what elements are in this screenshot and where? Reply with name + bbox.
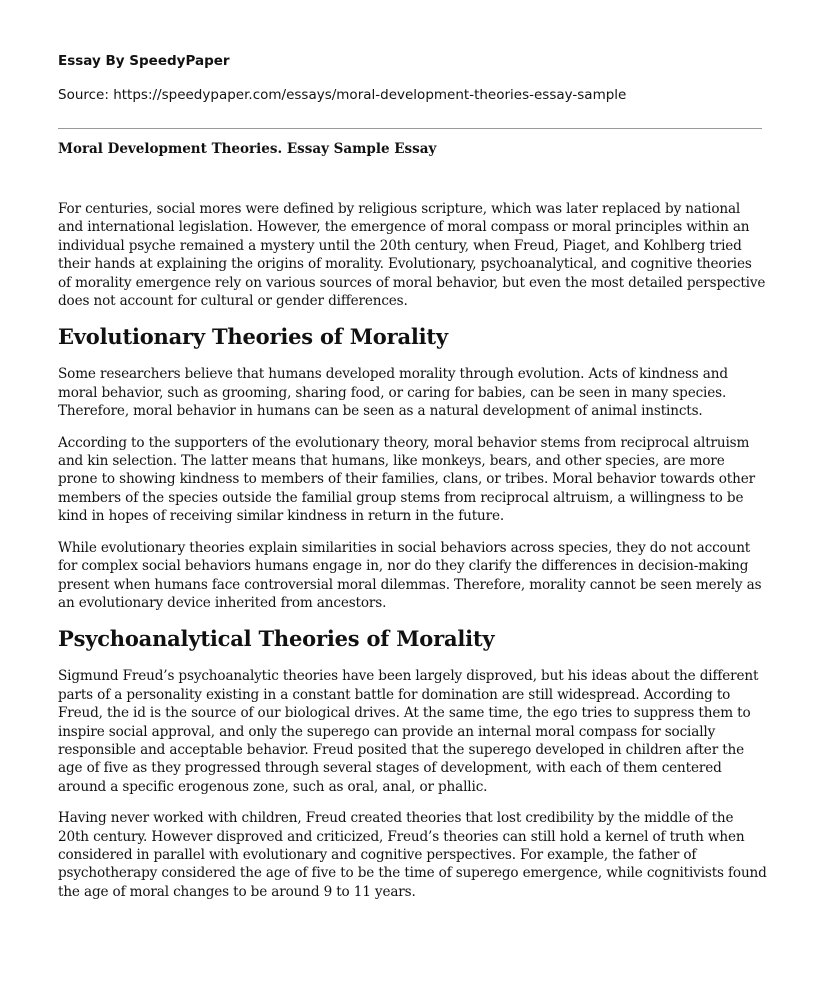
document-header (58, 52, 762, 103)
section-heading-psychoanalytical: Psychoanalytical Theories of Morality (58, 626, 495, 652)
byline: Essay By SpeedyPaper (58, 53, 230, 69)
document-title: Moral Development Theories. Essay Sample Essay (58, 141, 437, 157)
paragraph: While evolutionary theories explain similarities in social behaviors across species, they do not account for complex social behaviors humans engage in, nor do they clarify the differences in decision-making present when humans face controversial moral dilemmas. Therefore, morality cannot be seen merely as an evolutionary device inherited from ancestors. (58, 539, 762, 611)
source-link[interactable]: Source: https://speedypaper.com/essays/moral-development-theories-essay-sample (58, 87, 627, 103)
intro-paragraph: For centuries, social mores were defined by religious scripture, which was later replaced by national and international legislation. However, the emergence of moral compass or moral principles within an individual psyche remained a mystery until the 20th century, when Freud, Piaget, and Kohlberg tried their hands at explaining the origins of morality. Evolutionary, psychoanalytical, and cognitive theories of morality emergence rely on various sources of moral behavior, but even the most detailed perspective does not account for cultural or gender differences. (58, 201, 766, 310)
section-heading-evolutionary: Evolutionary Theories of Morality (58, 324, 448, 350)
paragraph: Some researchers believe that humans developed morality through evolution. Acts of kindness and moral behavior, such as grooming, sharing food, or caring for babies, can be seen in many species. Therefore, moral behavior in humans can be seen as a natural development of animal instincts. (58, 366, 728, 420)
paragraph: According to the supporters of the evolutionary theory, moral behavior stems from reciprocal altruism and kin selection. The latter means that humans, like monkeys, bears, and other species, are more prone to showing kindness to members of their families, clans, or tribes. Moral behavior towards other members of the species outside the familial group stems from reciprocal altruism, a willingness to be kind in hopes of receiving similar kindness in return in the future. (58, 434, 755, 525)
paragraph: Sigmund Freud’s psychoanalytic theories have been largely disproved, but his ideas about the different parts of a personality existing in a constant battle for domination are still widespread. According to Freud, the id is the source of our biological drives. At the same time, the ego tries to suppress them to inspire social approval, and only the superego can provide an internal moral compass for socially responsible and acceptable behavior. Freud posited that the superego developed in children after the age of five as they progressed through several stages of development, with each of them centered around a specific erogenous zone, such as oral, anal, or phallic. (58, 668, 759, 795)
header-divider (58, 128, 762, 129)
paragraph: Having never worked with children, Freud created theories that lost credibility by the middle of the 20th century. However disproved and criticized, Freud’s theories can still hold a kernel of truth when considered in parallel with evolutionary and cognitive perspectives. For example, the father of psychotherapy considered the age of five to be the time of superego emergence, while cognitivists found the age of moral changes to be around 9 to 11 years. (58, 810, 767, 900)
document-body (58, 200, 768, 914)
